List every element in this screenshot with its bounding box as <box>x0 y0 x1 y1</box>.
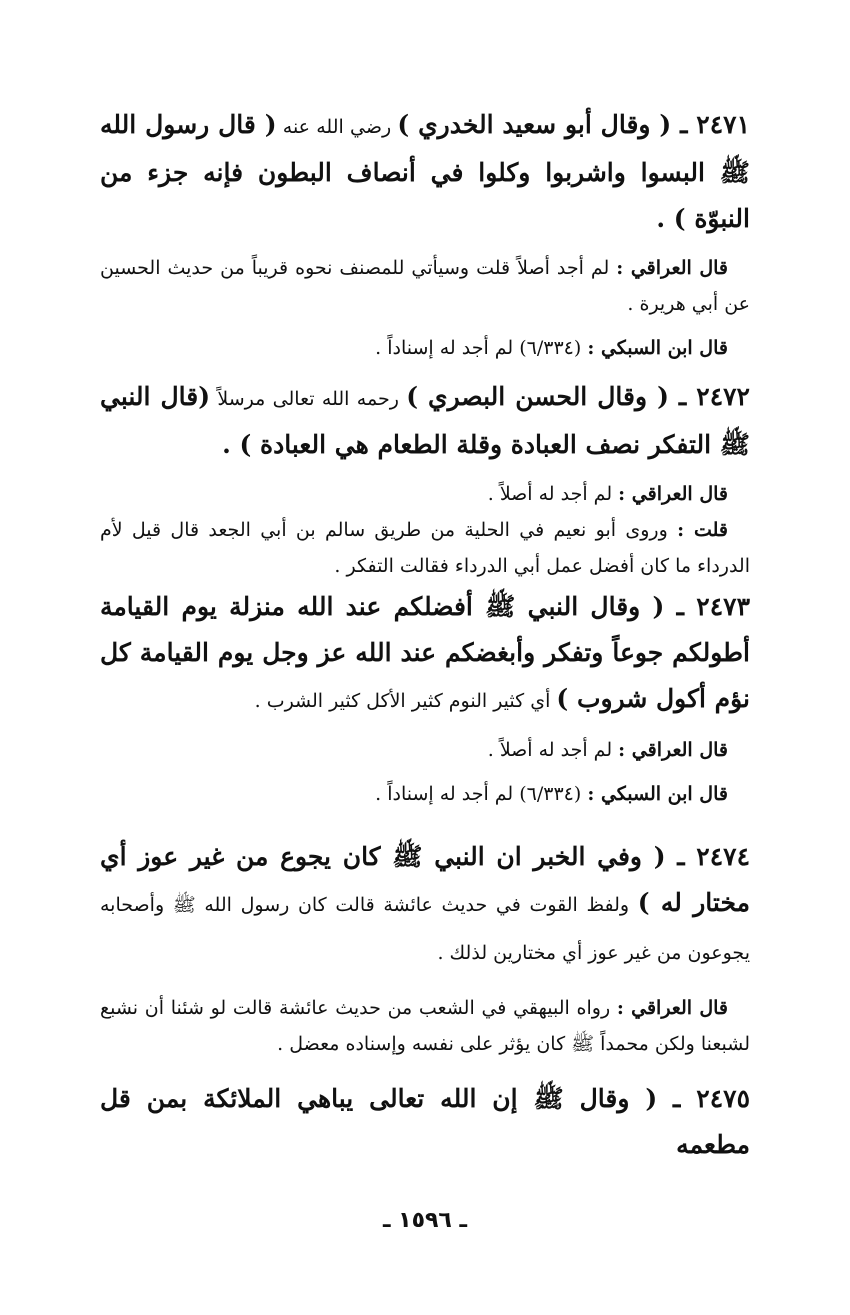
note-text: لم أجد له أصلاً . <box>487 483 619 505</box>
entry-text: ( قال رسول الله ﷺ البسوا واشربوا وكلوا في أنصاف البطون فإنه جزء من النبوّة ) . <box>100 110 750 233</box>
hadith-entry-2473 <box>100 584 750 724</box>
hadith-entry-2475 <box>100 1076 750 1168</box>
note-text: لم أجد أصلاً قلت وسيأتي للمصنف نحوه قريباً من حديث الحسين عن أبي هريرة . <box>100 257 750 315</box>
note-label: قال ابن السبكي : <box>587 337 728 359</box>
note-label: قال ابن السبكي : <box>587 783 728 805</box>
note-label: قال العراقي : <box>616 257 728 279</box>
commentary-note <box>100 476 750 512</box>
entry-honorific: رحمه الله تعالى مرسلاً <box>210 388 407 410</box>
note-text: (٦/٣٣٤) لم أجد له إسناداً . <box>375 783 588 805</box>
page-number: ـ ١٥٩٦ ـ <box>382 1208 468 1233</box>
note-text: لم أجد له أصلاً . <box>487 739 619 761</box>
entry-heading: ٢٤٧٣ ـ ( وقال النبي ﷺ أفضلكم عند الله منزلة يوم القيامة أطولكم جوعاً وتفكر وأبغضكم عند الله عز وجل يوم القيامة كل نؤم أكول شروب ) <box>100 592 750 713</box>
note-label: قال العراقي : <box>618 739 728 761</box>
note-text: رواه البيهقي في الشعب من حديث عائشة قالت لو شئنا أن نشبع لشبعنا ولكن محمداً ﷺ كان يؤثر على نفسه وإسناده معضل . <box>100 997 750 1055</box>
entry-gloss: ولفظ القوت في حديث عائشة قالت كان رسول الله ﷺ وأصحابه يجوعون من غير عوز أي مختارين لذلك . <box>100 894 750 964</box>
note-text: (٦/٣٣٤) لم أجد له إسناداً . <box>375 337 588 359</box>
commentary-note <box>100 512 750 584</box>
note-label: قال العراقي : <box>618 483 728 505</box>
entry-heading: ٢٤٧٤ ـ ( وفي الخبر ان النبي ﷺ كان يجوع من غير عوز أي مختار له ) <box>100 842 750 917</box>
hadith-entry-2471 <box>100 102 750 242</box>
hadith-entry-2474 <box>100 834 750 976</box>
entry-gloss: أي كثير النوم كثير الأكل كثير الشرب . <box>254 690 557 712</box>
entry-heading: ٢٤٧١ ـ ( وقال أبو سعيد الخدري ) <box>397 110 751 139</box>
page-body <box>100 102 750 1168</box>
entry-honorific: رضي الله عنه <box>276 116 398 138</box>
note-label: قلت : <box>677 519 728 541</box>
commentary-note <box>100 250 750 322</box>
note-text: وروى أبو نعيم في الحلية من طريق سالم بن أبي الجعد قال قيل لأم الدرداء ما كان أفضل عمل أبي الدرداء فقالت التفكر . <box>100 519 750 577</box>
commentary-note <box>100 732 750 768</box>
entry-text: (قال النبي ﷺ التفكر نصف العبادة وقلة الطعام هي العبادة ) . <box>100 382 750 459</box>
hadith-entry-2472 <box>100 374 750 468</box>
commentary-note <box>100 990 750 1062</box>
note-label: قال العراقي : <box>616 997 728 1019</box>
entry-heading: ٢٤٧٥ ـ ( وقال ﷺ إن الله تعالى يباهي الملائكة بمن قل مطعمه <box>100 1084 750 1159</box>
commentary-note <box>100 776 750 812</box>
entry-heading: ٢٤٧٢ ـ ( وقال الحسن البصري ) <box>406 382 750 411</box>
commentary-note <box>100 330 750 366</box>
